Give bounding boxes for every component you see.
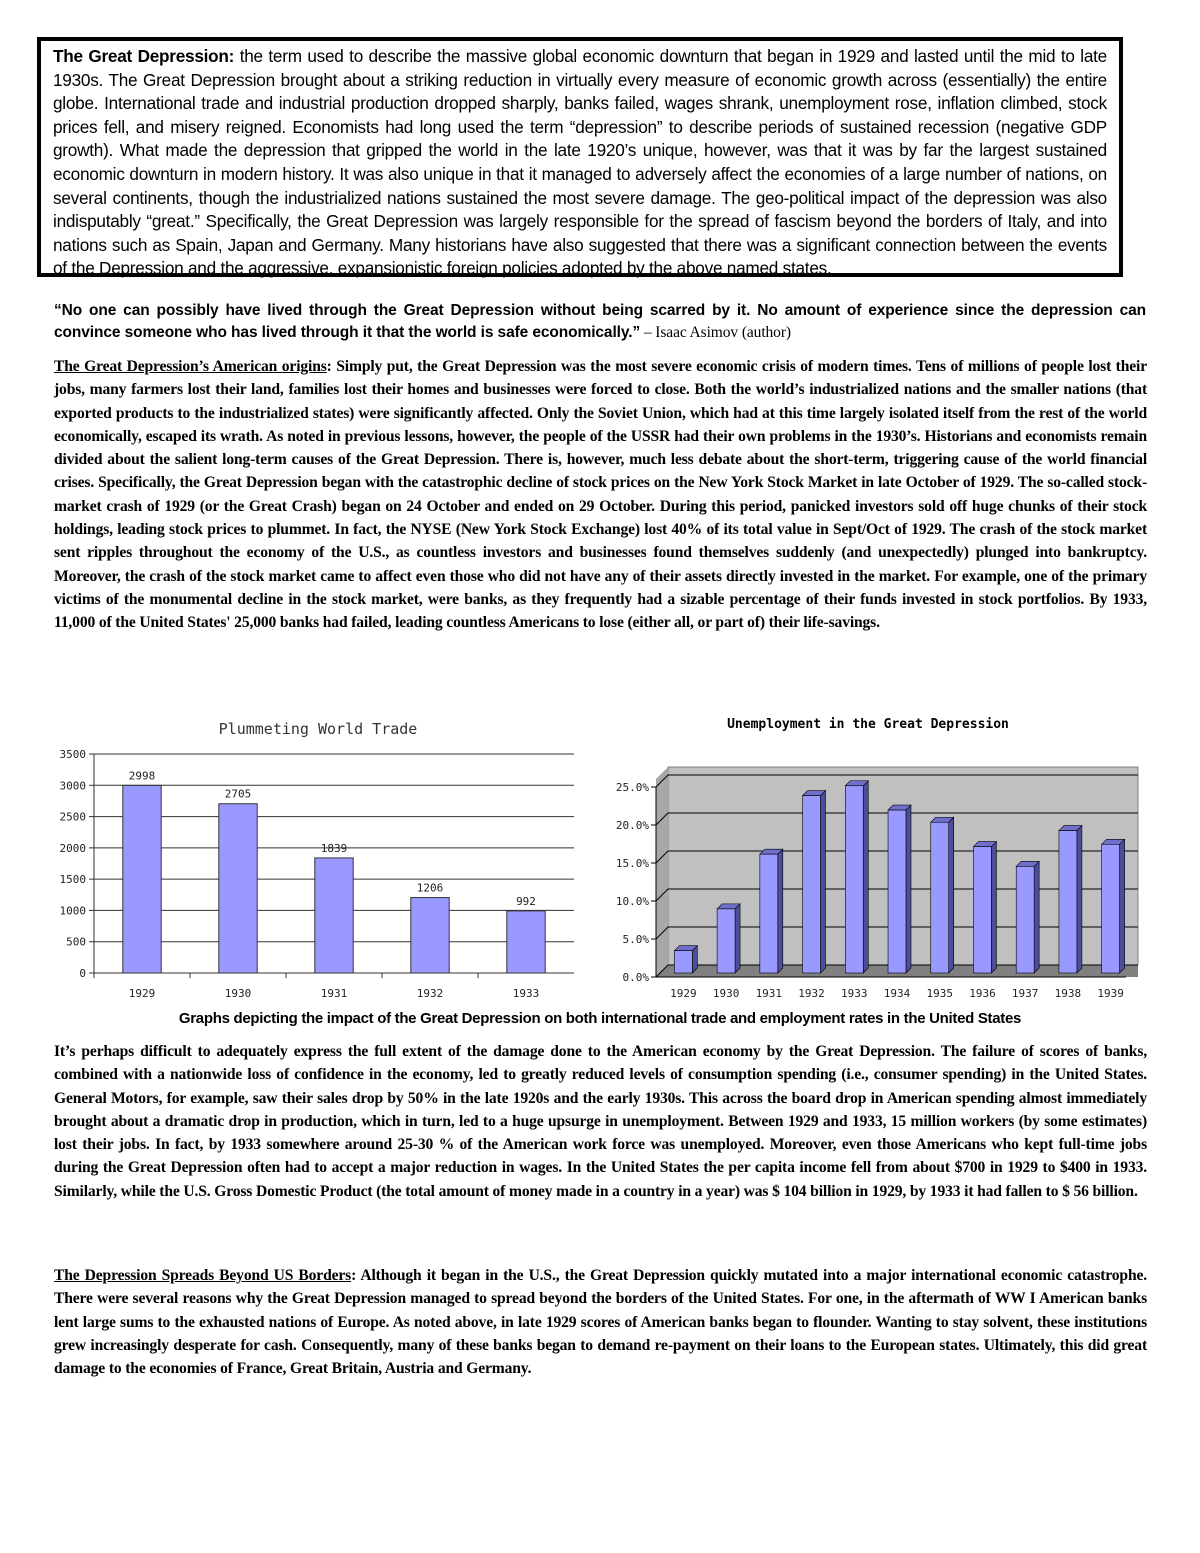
section-american-origins: [54, 355, 1147, 635]
bar-side: [906, 805, 911, 973]
quote-attribution: – Isaac Asimov (author): [640, 324, 791, 341]
section-heading-spreads-beyond: The Depression Spreads Beyond US Borders: [54, 1267, 352, 1284]
bar-front: [888, 810, 906, 973]
x-tick-label: 1929: [670, 987, 697, 1000]
bar-1932: [411, 898, 449, 973]
definition-term: The Great Depression:: [53, 46, 235, 66]
x-tick-label: 1936: [969, 987, 996, 1000]
y-tick-label: 0.0%: [622, 971, 649, 984]
y-tick-label: 10.0%: [615, 895, 649, 908]
section-heading-american-origins: The Great Depression’s American origins: [54, 358, 327, 375]
x-tick-label: 1932: [798, 987, 825, 1000]
bar-1929: [674, 946, 697, 973]
bar-side: [949, 817, 954, 973]
bar-front: [803, 796, 821, 973]
bar-1936: [973, 842, 996, 973]
definition-box: [37, 37, 1123, 277]
bar-side: [735, 904, 740, 973]
x-tick-label: 1931: [755, 987, 783, 1000]
data-label-1929: 2998: [128, 769, 156, 783]
y-tick-label: 2000: [59, 841, 86, 855]
x-tick-label: 1930: [224, 987, 252, 1000]
y-tick-label: 15.0%: [615, 857, 649, 870]
data-label-1933: 992: [516, 894, 536, 908]
chart-title: Unemployment in the Great Depression: [727, 717, 1009, 732]
bar-side: [863, 781, 868, 973]
bar-front: [1102, 844, 1120, 973]
quote-text: “No one can possibly have lived through the Great Depression without being scarred by it. No amount of experience since the depression can convince someone who has lived through it that the world is safe economically.”: [54, 302, 1146, 341]
x-tick-label: 1933: [512, 987, 540, 1000]
chart-title: Plummeting World Trade: [218, 720, 418, 738]
x-tick-label: 1930: [712, 987, 740, 1000]
bar-1933: [507, 911, 545, 973]
bar-1931: [760, 849, 783, 973]
y-tick-label: 3000: [59, 779, 86, 793]
x-tick-label: 1934: [883, 987, 911, 1000]
y-tick-label: 1500: [59, 873, 86, 887]
asimov-quote: [54, 300, 1146, 344]
y-tick-label: 20.0%: [615, 819, 649, 832]
section-text-spreads-beyond: : Although it began in the U.S., the Great Depression quickly mutated into a major international economic catastrophe. There were several reasons why the Great Depression managed to spread beyond the borders of the United States. For one, in the aftermath of WW I American banks lent large sums to the exhausted nations of Europe. As noted above, in late 1929 scores of American banks began to flounder. Wanting to stay solvent, these institutions grew increasingly desperate for cash. Consequently, many of these banks began to demand re-payment on their loans to the European states. Ultimately, this did great damage to the economies of France, Great Britain, Austria and Germany.: [54, 1267, 1147, 1378]
world-trade-chart: [44, 712, 592, 1004]
x-tick-label: 1931: [320, 987, 348, 1000]
x-tick-label: 1939: [1097, 987, 1124, 1000]
x-tick-label: 1929: [128, 987, 156, 1000]
y-tick-label: 0: [79, 967, 86, 980]
chart-side-wall: [656, 767, 668, 977]
x-tick-label: 1932: [416, 987, 444, 1000]
bar-front: [973, 847, 991, 973]
bar-1939: [1102, 839, 1125, 973]
x-tick-label: 1937: [1011, 987, 1039, 1000]
bar-1931: [315, 858, 353, 973]
y-tick-label: 3500: [59, 748, 86, 761]
x-tick-label: 1935: [926, 987, 953, 1000]
bar-side: [991, 842, 996, 973]
bar-front: [717, 909, 735, 973]
bar-1934: [888, 805, 911, 973]
x-tick-label: 1933: [841, 987, 868, 1000]
bar-side: [1120, 839, 1125, 973]
y-tick-label: 2500: [59, 810, 86, 824]
bar-front: [931, 822, 949, 973]
y-tick-label: 25.0%: [615, 781, 649, 794]
section-text-economic-damage: It’s perhaps difficult to adequately express the full extent of the damage done to the American economy by the Great Depression. The failure of scores of banks, combined with a nationwide loss of confidence in the economy, led to greatly reduced levels of consumption spending (i.e., consumer spending) in the United States. General Motors, for example, saw their sales drop by 50% in the late 1920s and the early 1930s. This across the board drop in American spending almost immediately brought about a dramatic drop in production, which in turn, led to a huge upsurge in unemployment. Between 1929 and 1933, 15 million workers (by some estimates) lost their jobs. In fact, by 1933 somewhere around 25-30 % of the American work force was unemployed. Moreover, even those Americans who kept full-time jobs during the Great Depression often had to accept a major reduction in wages. In the United States the per capita income fell from about $700 in 1929 to $400 in 1933. Similarly, while the U.S. Gross Domestic Product (the total amount of money made in a country in a year) was $ 104 billion in 1929, by 1933 it had fallen to $ 56 billion.: [54, 1043, 1147, 1200]
bar-side: [821, 791, 826, 973]
bar-front: [1059, 831, 1077, 973]
bar-front: [1016, 866, 1034, 973]
bar-1937: [1016, 861, 1039, 973]
section-economic-damage: [54, 1040, 1147, 1203]
unemployment-chart: [596, 712, 1152, 1004]
y-tick-label: 5.0%: [622, 933, 649, 946]
chart-caption: Graphs depicting the impact of the Great Depression on both international trade and employment rates in the United States: [178, 1010, 1022, 1027]
data-label-1930: 2705: [224, 787, 252, 801]
bar-1933: [845, 781, 868, 973]
bar-1935: [931, 817, 954, 973]
bar-front: [760, 854, 778, 973]
bar-1930: [717, 904, 740, 973]
bar-front: [674, 951, 692, 973]
bar-side: [1034, 861, 1039, 973]
bar-front: [845, 786, 863, 973]
bar-side: [1077, 826, 1082, 973]
y-tick-label: 500: [66, 935, 86, 949]
bar-1929: [123, 785, 161, 973]
bar-side: [778, 849, 783, 973]
definition-text: the term used to describe the massive global economic downturn that began in 1929 and lasted until the mid to late 1930s. The Great Depression brought about a striking reduction in virtually every measure of economic growth across (essentially) the entire globe. International trade and industrial production dropped sharply, banks failed, wages shrank, unemployment rose, inflation climbed, stock prices fell, and misery reigned. Economists had long used the term “depression” to describe periods of sustained recession (negative GDP growth). What made the depression that gripped the world in the late 1920’s unique, however, was that it was by far the largest sustained economic downturn in modern history. It was also unique in that it managed to adversely affect the economies of a large number of nations, on several continents, though the industrialized nations sustained the most severe damage. The geo-political impact of the depression was also indisputably “great.” Specifically, the Great Depression was largely responsible for the spread of fascism beyond the borders of Italy, and into nations such as Spain, Japan and Germany. Many historians have also suggested that there was a significant connection between the events of the Depression and the aggressive, expansionistic foreign policies adopted by the above named states.: [53, 46, 1107, 279]
section-spreads-beyond: [54, 1264, 1147, 1380]
x-tick-label: 1938: [1054, 987, 1082, 1000]
y-tick-label: 1000: [59, 904, 86, 918]
data-label-1932: 1206: [416, 881, 444, 895]
bar-1930: [219, 804, 257, 973]
bar-1938: [1059, 826, 1082, 973]
data-label-1931: 1839: [320, 841, 348, 855]
section-text-american-origins: : Simply put, the Great Depression was the most severe economic crisis of modern times. Tens of millions of people lost their jobs, many farmers lost their land, families lost their homes and businesses were forced to close. Both the world’s industrialized nations and the smaller nations (that exported products to the industrialized states) were significantly affected. Only the Soviet Union, which had at this time largely isolated itself from the rest of the world economically, escaped its wrath. As noted in previous lessons, however, the people of the USSR had their own problems in the 1930’s. Historians and economists remain divided about the salient long-term causes of the Great Depression. There is, however, much less debate about the short-term, triggering cause of the world financial crises. Specifically, the Great Depression began with the catastrophic decline of stock prices on the New York Stock Market in late October of 1929. The so-called stock-market crash of 1929 (or the Great Crash) began on 24 October and ended on 29 October. During this period, panicked investors sold off huge chunks of their stock holdings, leading stock prices to plummet. In fact, the NYSE (New York Stock Exchange) lost 40% of its total value in Sept/Oct of 1929. The crash of the stock market sent ripples throughout the economy of the U.S., as countless investors and businesses found themselves suddenly (and unexpectedly) plunged into bankruptcy. Moreover, the crash of the stock market came to affect even those who did not have any of their assets directly invested in the market. For example, one of the primary victims of the monumental decline in the stock market, were banks, as they frequently had a sizable percentage of their funds invested in stock portfolios. By 1933, 11,000 of the United States' 25,000 banks had failed, leading countless Americans to lose (either all, or part of) their life-savings.: [54, 358, 1147, 632]
bar-1932: [803, 791, 826, 973]
